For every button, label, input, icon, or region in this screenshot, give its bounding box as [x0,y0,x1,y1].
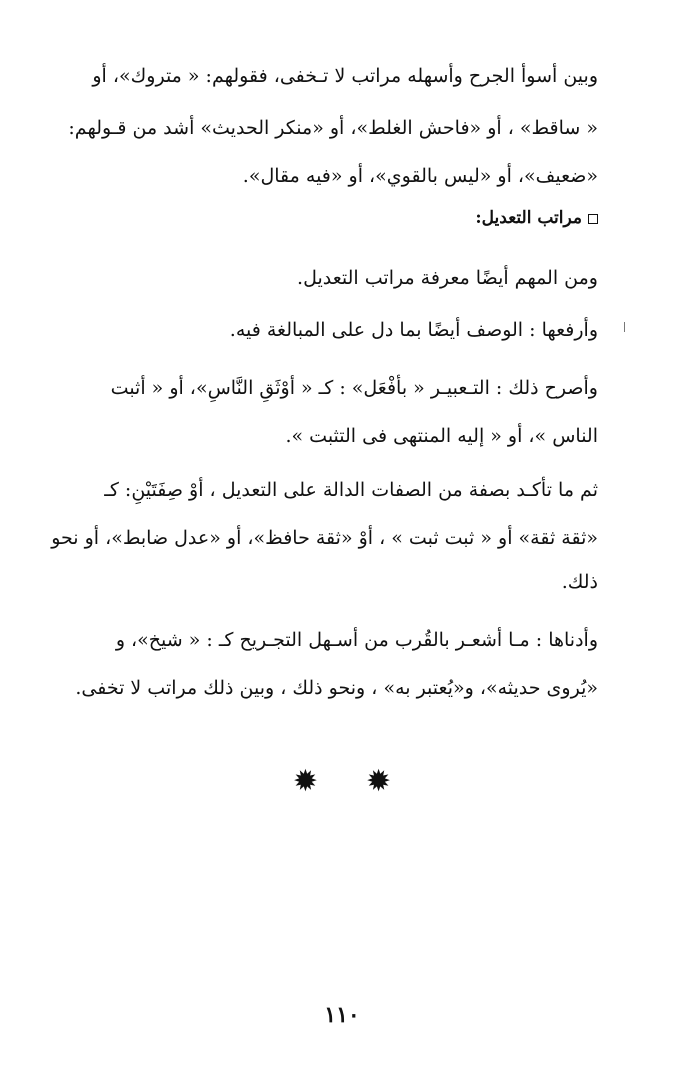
text-line-8: ثم ما تأكـد بصفة من الصفات الدالة على التعديل ، أوْ صِفَتَيْنِ: كـ [104,479,598,501]
text-line-2: « ساقط» ، أو «فاحش الغلط»، أو «منكر الحديث» أشد من قـولهم: [68,117,598,139]
star-ornament-icon: ✹ [292,764,318,799]
margin-mark [624,322,625,332]
text-line-1: وبين أسوأ الجرح وأسهله مراتب لا تـخفى، فقولهم: « متروك»، أو [92,65,598,87]
page-number: ١١٠ [324,1002,360,1028]
text-line-3: «ضعيف»، أو «ليس بالقوي»، أو «فيه مقال». [242,165,598,187]
text-line-10: ذلك. [561,571,598,593]
star-ornament-icon: ✹ [366,764,392,799]
text-line-12: «يُروى حديثه»، و«يُعتبر به» ، ونحو ذلك ، وبين ذلك مراتب لا تخفى. [75,677,598,699]
text-line-5: وأرفعها : الوصف أيضًا بما دل على المبالغة فيه. [229,319,598,341]
text-line-9: «ثقة ثقة» أو « ثبت ثبت » ، أوْ «ثقة حافظ»، أو «عدل ضابط»، أو نحو [51,527,598,549]
text-line-7: الناس »، أو « إليه المنتهى فى التثبت ». [285,425,598,447]
section-heading [475,205,598,231]
text-line-4: ومن المهم أيضًا معرفة مراتب التعديل. [297,267,598,289]
text-line-6: وأصرح ذلك : التـعبيـر « بأفْعَل» : كـ « أوْثَقِ النَّاسِ»، أو « أثبت [110,377,598,399]
section-heading-text: مراتب التعديل: [475,208,582,228]
section-divider [0,764,684,800]
text-line-11: وأدناها : مـا أشعـر بالقُرب من أسـهل التجـريح كـ : « شيخ»، و [115,629,598,651]
square-bullet-icon [588,214,598,224]
